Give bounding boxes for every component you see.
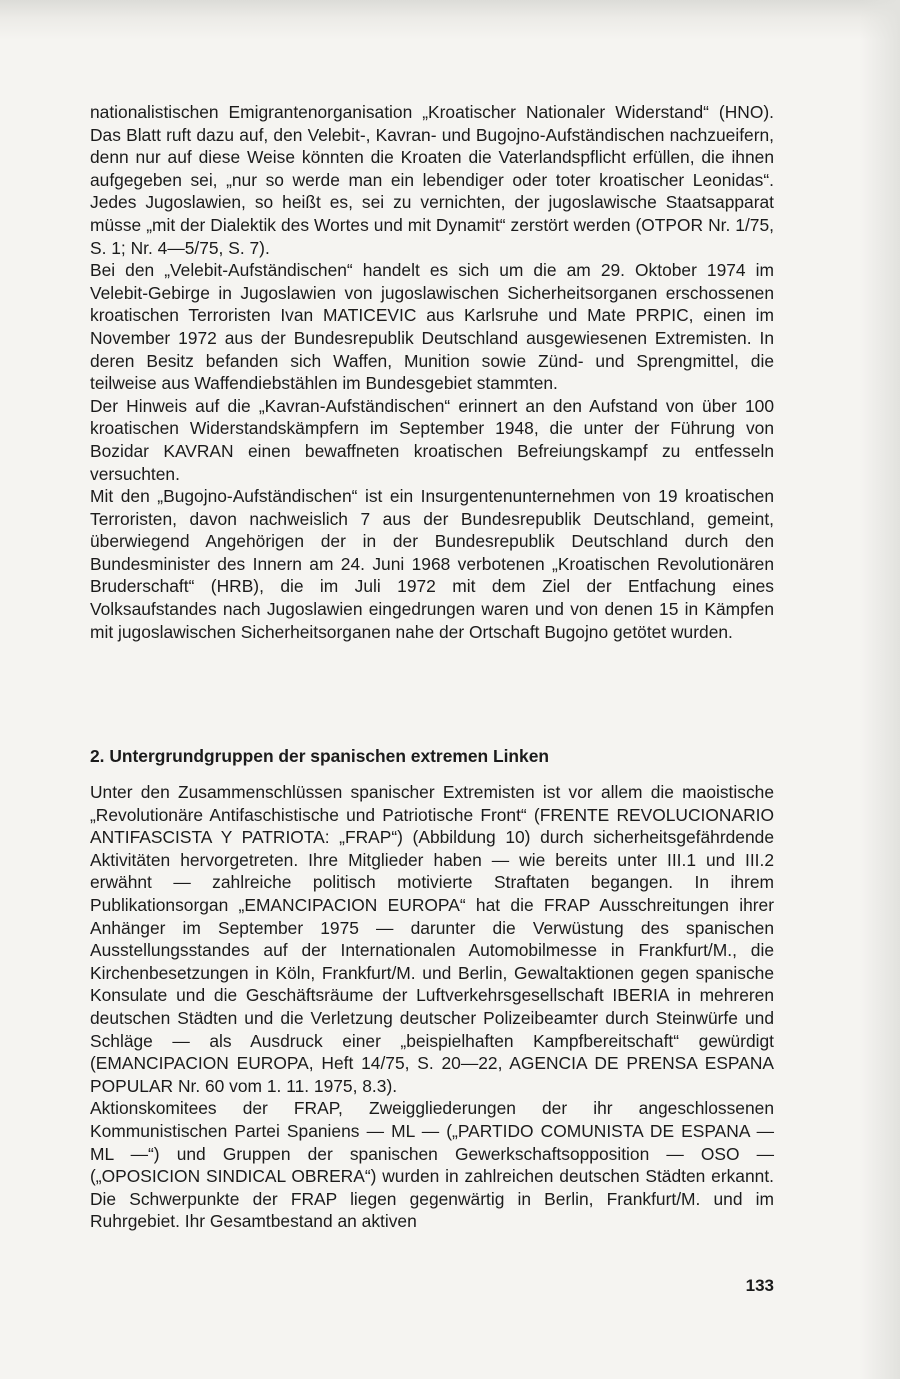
paragraph-hno: nationalistischen Emigrantenorganisation „Kroatischer Nationaler Widerstand“ (HNO). Das Blatt ruft dazu auf, den Velebit-, Kavran- und Bugojno-Aufständischen nachzueifern, denn nur auf diese Weise könnten die Kroaten die Vaterlandspflicht erfüllen, die ihnen aufgegeben sei, „nur so werde man ein lebendiger oder toter kroatischer Leonidas“. Jedes Jugoslawien, so heißt es, sei zu vernichten, der jugoslawische Staatsapparat müsse „mit der Dialektik des Wortes und mit Dynamit“ zerstört werden (OTPOR Nr. 1/75, S. 1; Nr. 4—5/75, S. 7). <box>90 102 774 258</box>
page-number: 133 <box>745 1276 774 1295</box>
paragraph-frap: Unter den Zusammenschlüssen spanischer Extremisten ist vor allem die maoistische „Revolutionäre Antifaschistische und Patriotische Front“ (FRENTE REVOLUCIONARIO ANTIFASCISTA Y PATRIOTA: „FRAP“) (Abbildung 10) durch sicherheitsgefährdende Aktivitäten hervorgetreten. Ihre Mitglieder haben — wie bereits unter III.1 und III.2 erwähnt — zahlreiche politisch motivierte Straftaten begangen. In ihrem Publikationsorgan „EMANCIPACION EUROPA“ hat die FRAP Ausschreitungen ihrer Anhänger im September 1975 — darunter die Verwüstung des spanischen Ausstellungsstandes auf der Internationalen Automobilmesse in Frankfurt/M., die Kirchenbesetzungen in Köln, Frankfurt/M. und Berlin, Gewaltaktionen gegen spanische Konsulate und die Geschäftsräume der Luftverkehrsgesellschaft IBERIA in mehreren deutschen Städten und die Verletzung deutscher Polizeibeamter durch Steinwürfe und Schläge — als Ausdruck einer „beispielhaften Kampfbereitschaft“ gewürdigt (EMANCIPACION EUROPA, Heft 14/75, S. 20—22, AGENCIA DE PRENSA ESPANA POPULAR Nr. 60 vom 1. 11. 1975, 8.3). <box>90 782 774 1096</box>
paragraph-bugojno: Mit den „Bugojno-Aufständischen“ ist ein Insurgentenunternehmen von 19 kroatischen Terroristen, davon nachweislich 7 aus der Bundesrepublik Deutschland, gemeint, überwiegend Angehörigen der in der Bundesrepublik Deutschland durch den Bundesminister des Innern am 24. Juni 1968 verbotenen „Kroatischen Revolutionären Bruderschaft“ (HRB), die im Juli 1972 mit dem Ziel der Entfachung eines Volksaufstandes nach Jugoslawien eingedrungen waren und von denen 15 in Kämpfen mit jugoslawischen Sicherheitsorganen nahe der Ortschaft Bugojno getötet wurden. <box>90 486 774 642</box>
paragraph-kavran: Der Hinweis auf die „Kavran-Aufständischen“ erinnert an den Aufstand von über 100 kroatischen Widerstandskämpfern im September 1948, die unter der Führung von Bozidar KAVRAN einen bewaffneten kroatischen Befreiungskampf zu entfesseln versuchten. <box>90 395 774 484</box>
scan-shadow-right <box>860 0 900 1379</box>
paragraph-velebit: Bei den „Velebit-Aufständischen“ handelt es sich um die am 29. Oktober 1974 im Velebit-Gebirge in Jugoslawien von jugoslawischen Sicherheitsorganen erschossenen kroatischen Terroristen Ivan MATICEVIC aus Karlsruhe und Mate PRPIC, einen im November 1972 aus der Bundesrepublik Deutschland ausgewiesenen Extremisten. In deren Besitz befanden sich Waffen, Munition sowie Zünd- und Sprengmittel, die teilweise aus Waffendiebstählen im Bundesgebiet stammten. <box>90 260 774 394</box>
body-text-block <box>90 101 774 643</box>
scan-shadow-top <box>0 0 900 40</box>
section-text-block <box>90 781 774 1233</box>
section-heading: 2. Untergrundgruppen der spanischen extremen Linken <box>90 746 550 766</box>
paragraph-aktionskomitees: Aktionskomitees der FRAP, Zweiggliederungen der ihr angeschlossenen Kommunistischen Partei Spaniens — ML — („PARTIDO COMUNISTA DE ESPANA — ML —“) und Gruppen der spanischen Gewerkschaftsopposition — OSO — („OPOSICION SINDICAL OBRERA“) wurden in zahlreichen deutschen Städten erkannt. Die Schwerpunkte der FRAP liegen gegenwärtig in Berlin, Frankfurt/M. und im Ruhrgebiet. Ihr Gesamtbestand an aktiven <box>90 1098 774 1232</box>
